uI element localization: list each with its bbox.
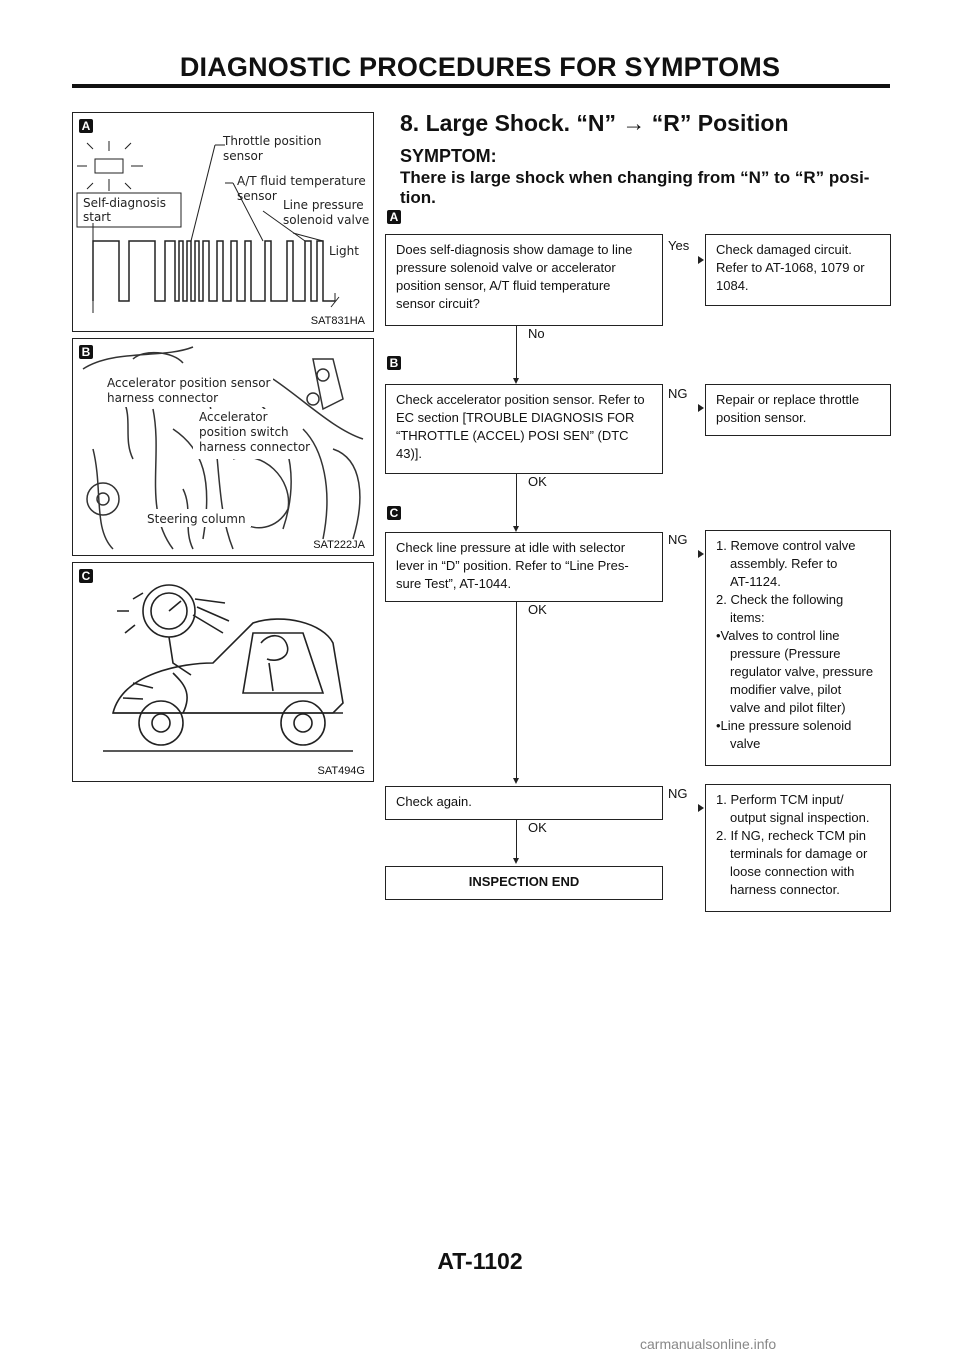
label-light: Light	[329, 244, 359, 258]
result-4-line-1: 1. Perform TCM input/	[716, 792, 844, 807]
section-title: 8. Large Shock. “N” → “R” Position	[400, 110, 789, 136]
connector-3	[516, 602, 517, 780]
label-line-pressure: Line pressure	[283, 198, 364, 212]
arrow-down-3	[513, 778, 519, 784]
result-3-line-5: items:	[730, 610, 765, 625]
line-pressure-test-car-illustration	[73, 563, 373, 781]
accelerator-sensor-location-illustration	[73, 339, 373, 555]
arrow-down-4	[513, 858, 519, 864]
connector-1	[516, 326, 517, 380]
flow-step-4-next: OK	[528, 820, 547, 835]
flow-step-4-result	[705, 784, 891, 912]
inspection-end-box: INSPECTION END	[385, 866, 663, 900]
flow-step-4-box: Check again.	[385, 786, 663, 820]
label-sensor-2: sensor	[237, 189, 277, 203]
label-start: start	[83, 210, 111, 224]
symptom-heading: SYMPTOM:	[400, 146, 497, 166]
step-badge-a: A	[387, 210, 401, 224]
page-number: AT-1102	[437, 1248, 523, 1274]
flow-step-2-result: Repair or replace throttle position sensor.	[705, 384, 891, 436]
label-steering-column: Steering column	[147, 512, 246, 526]
header-rule	[72, 84, 890, 88]
result-3-line-7: pressure (Pressure	[730, 646, 841, 661]
figure-a-code: SAT831HA	[310, 315, 365, 327]
result-3-line-8: regulator valve, pressure	[730, 664, 874, 679]
result-3-line-2: assembly. Refer to	[730, 556, 838, 571]
label-atf-temperature: A/T fluid temperature	[237, 174, 366, 188]
label-accel-sensor-connector: Accelerator position sensor	[107, 376, 271, 390]
result-4-line-2: output signal inspection.	[730, 810, 870, 825]
connector-2	[516, 474, 517, 528]
flow-step-3-branch: NG	[668, 532, 688, 547]
label-self-diagnosis: Self-diagnosis	[83, 196, 166, 210]
label-accelerator: Accelerator	[199, 410, 268, 424]
result-3-line-11: •Line pressure solenoid	[716, 718, 852, 733]
flow-step-2-next: OK	[528, 474, 547, 489]
flow-step-1-box: Does self-diagnosis show damage to line pressure solenoid valve or accelerator position sensor, A/T fluid temperature sensor circuit?	[385, 234, 663, 326]
flow-step-3-box: Check line pressure at idle with selector lever in “D” position. Refer to “Line Pres- sure Test”, AT-1044.	[385, 532, 663, 602]
result-3-line-10: valve and pilot filter)	[730, 700, 846, 715]
arrow-right-4	[698, 804, 704, 812]
result-4-line-4: terminals for damage or	[730, 846, 868, 861]
result-3-line-4: 2. Check the following	[716, 592, 844, 607]
flow-step-1-result: Check damaged circuit. Refer to AT-1068, 1079 or 1084.	[705, 234, 891, 306]
flow-step-1-branch: Yes	[668, 238, 690, 253]
self-diagnosis-waveform-illustration	[73, 113, 373, 331]
result-3-line-6: •Valves to control line	[716, 628, 840, 643]
flow-step-3-result	[705, 530, 891, 766]
label-harness-connector-2: harness connector	[199, 440, 311, 454]
connector-4	[516, 820, 517, 860]
figure-c-badge: C	[79, 569, 93, 583]
flow-step-3-next: OK	[528, 602, 547, 617]
flow-step-2-branch: NG	[668, 386, 688, 401]
arrow-right-1	[698, 256, 704, 264]
flow-step-2-box: Check accelerator position sensor. Refer to EC section [TROUBLE DIAGNOSIS FOR “THROTTLE (ACCEL) POSI SEN” (DTC 43)].	[385, 384, 663, 474]
step-badge-c: C	[387, 506, 401, 520]
figure-c	[72, 562, 374, 782]
figure-a	[72, 112, 374, 332]
label-harness-connector-1: harness connector	[107, 391, 219, 405]
result-4-line-3: 2. If NG, recheck TCM pin	[716, 828, 867, 843]
result-3-line-3: AT-1124.	[730, 574, 781, 589]
result-3-line-9: modifier valve, pilot	[730, 682, 842, 697]
arrow-right-3	[698, 550, 704, 558]
figure-c-code: SAT494G	[317, 765, 365, 777]
label-solenoid-valve: solenoid valve	[283, 213, 370, 227]
figure-a-badge: A	[79, 119, 93, 133]
figure-b-code: SAT222JA	[313, 539, 365, 551]
result-3-line-12: valve	[730, 736, 761, 751]
arrow-right-2	[698, 404, 704, 412]
label-sensor-1: sensor	[223, 149, 263, 163]
result-4-line-5: loose connection with	[730, 864, 855, 879]
watermark-text: carmanualsonline.info	[640, 1336, 777, 1352]
flow-step-1-next: No	[528, 326, 545, 341]
step-badge-b: B	[387, 356, 401, 370]
page-header-title: DIAGNOSTIC PROCEDURES FOR SYMPTOMS	[179, 52, 781, 82]
flow-step-4-branch: NG	[668, 786, 688, 801]
result-4-line-6: harness connector.	[730, 882, 840, 897]
symptom-text: There is large shock when changing from “N” to “R” posi- tion.	[400, 168, 870, 207]
figure-b-badge: B	[79, 345, 93, 359]
label-position-switch: position switch	[199, 425, 289, 439]
figure-b	[72, 338, 374, 556]
result-3-line-1: 1. Remove control valve	[716, 538, 856, 553]
label-throttle-position: Throttle position	[223, 134, 322, 148]
